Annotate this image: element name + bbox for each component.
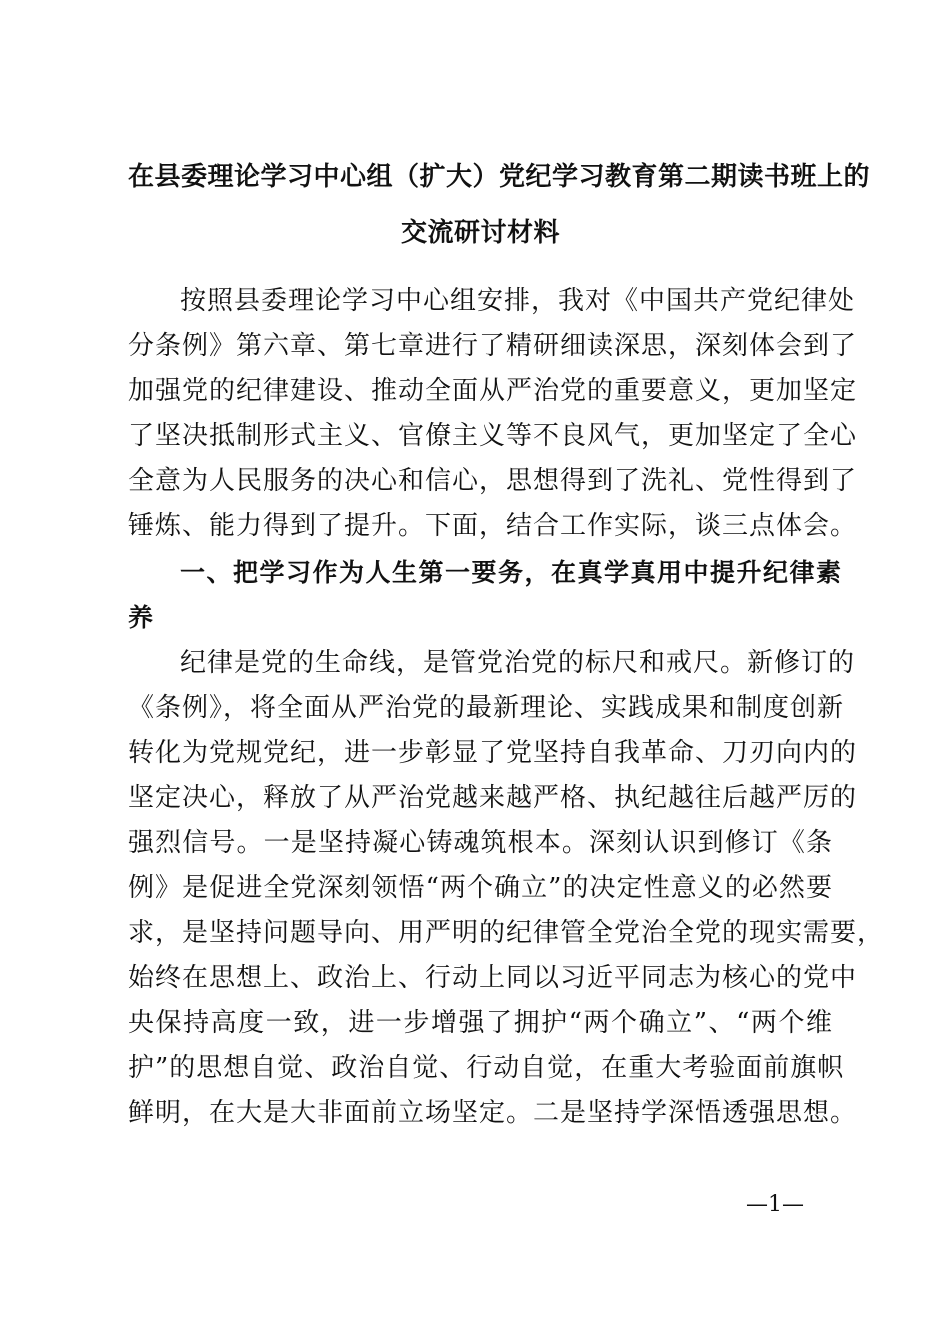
body-line: 了坚决抵制形式主义、官僚主义等不良风气，更加坚定了全心	[128, 421, 858, 451]
body-line: 护”的思想自觉、政治自觉、行动自觉，在重大考验面前旗帜	[128, 1053, 845, 1083]
body-line: 求，是坚持问题导向、用严明的纪律管全党治全党的现实需要，	[128, 918, 885, 948]
body-line: 全意为人民服务的决心和信心，思想得到了洗礼、党性得到了	[128, 466, 858, 496]
document-title-line-2: 交流研讨材料	[400, 218, 560, 248]
body-line: 始终在思想上、政治上、行动上同以习近平同志为核心的党中	[128, 963, 858, 993]
body-line: 鲜明，在大是大非面前立场坚定。二是坚持学深悟透强思想。	[128, 1098, 858, 1128]
section-heading-1-continuation: 养	[128, 603, 155, 632]
body-line: 分条例》第六章、第七章进行了精研细读深思，深刻体会到了	[128, 331, 858, 361]
body-line: 例》是促进全党深刻领悟“两个确立”的决定性意义的必然要	[128, 873, 833, 903]
body-line: 《条例》，将全面从严治党的最新理论、实践成果和制度创新	[128, 693, 845, 723]
body-line: 按照县委理论学习中心组安排，我对《中国共产党纪律处	[180, 286, 856, 316]
body-line: 加强党的纪律建设、推动全面从严治党的重要意义，更加坚定	[128, 376, 858, 406]
body-line: 锤炼、能力得到了提升。下面，结合工作实际，谈三点体会。	[128, 511, 858, 541]
page-number: —1—	[746, 1192, 804, 1217]
body-line: 转化为党规党纪，进一步彰显了党坚持自我革命、刀刃向内的	[128, 738, 858, 768]
document-title-line-1: 在县委理论学习中心组（扩大）党纪学习教育第二期读书班上的	[128, 162, 871, 192]
body-line: 强烈信号。一是坚持凝心铸魂筑根本。深刻认识到修订《条	[128, 828, 833, 858]
section-heading-1: 一、把学习作为人生第一要务，在真学真用中提升纪律素	[180, 558, 843, 587]
body-line: 纪律是党的生命线，是管党治党的标尺和戒尺。新修订的	[180, 648, 856, 678]
body-line: 央保持高度一致，进一步增强了拥护“两个确立”、“两个维	[128, 1008, 833, 1038]
body-line: 坚定决心，释放了从严治党越来越严格、执纪越往后越严厉的	[128, 783, 858, 813]
